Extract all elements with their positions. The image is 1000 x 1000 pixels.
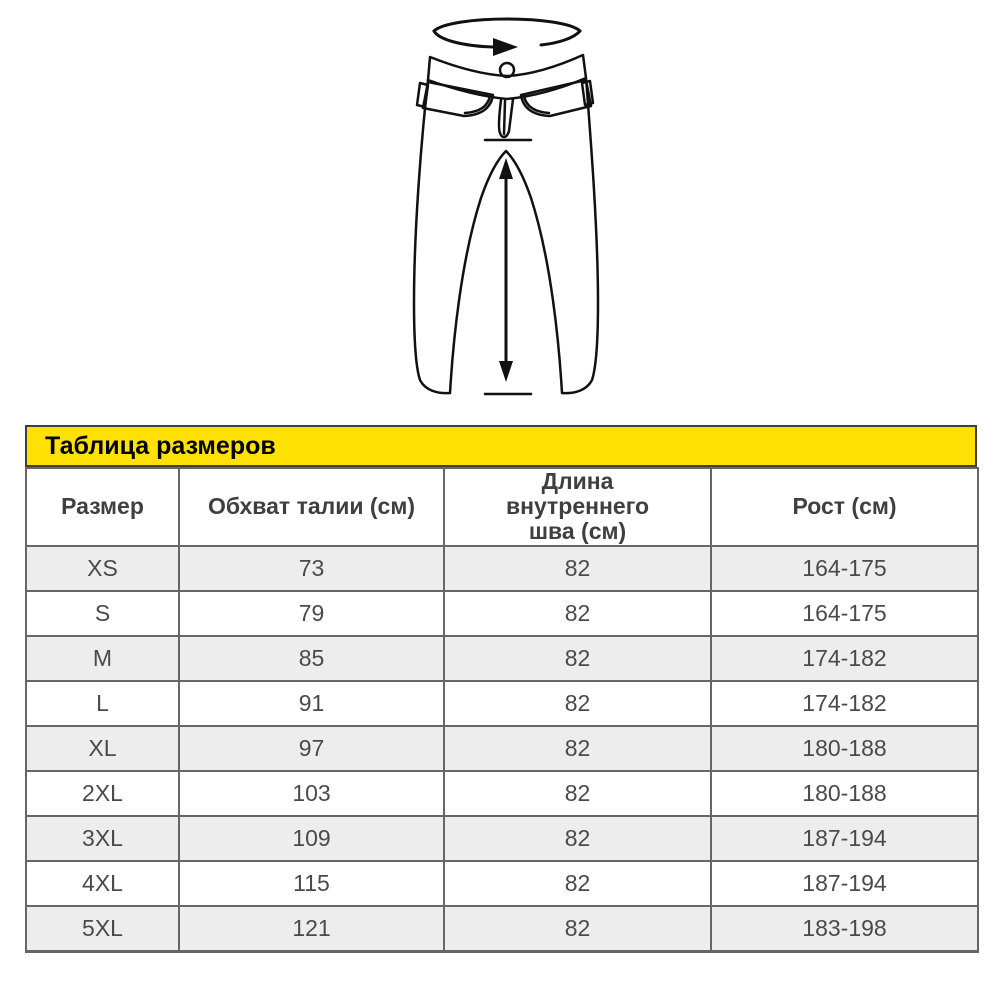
inseam-length-arrow-icon	[499, 158, 513, 382]
header-row	[26, 468, 978, 546]
inseam-cell: 82	[444, 591, 711, 636]
height-cell: 183-198	[711, 906, 978, 952]
inseam-cell: 82	[444, 636, 711, 681]
height-cell: 187-194	[711, 861, 978, 906]
size-table-grid	[25, 467, 979, 953]
height-cell: 180-188	[711, 771, 978, 816]
waist-cell: 85	[179, 636, 444, 681]
inseam-cell: 82	[444, 771, 711, 816]
size-cell: M	[26, 636, 179, 681]
waist-cell: 109	[179, 816, 444, 861]
table-row	[26, 636, 978, 681]
size-cell: S	[26, 591, 179, 636]
waist-cell: 97	[179, 726, 444, 771]
height-cell: 187-194	[711, 816, 978, 861]
size-table-title: Таблица размеров	[25, 425, 977, 467]
size-table	[25, 425, 977, 953]
inseam-cell: 82	[444, 861, 711, 906]
size-cell: 3XL	[26, 816, 179, 861]
inseam-cell: 82	[444, 906, 711, 952]
table-row	[26, 861, 978, 906]
inseam-cell: 82	[444, 681, 711, 726]
height-cell: 180-188	[711, 726, 978, 771]
waist-cell: 73	[179, 546, 444, 591]
inseam-cell: 82	[444, 816, 711, 861]
height-cell: 174-182	[711, 681, 978, 726]
pants-diagram-svg	[393, 2, 617, 414]
size-cell: 4XL	[26, 861, 179, 906]
col-header-inseam: Длина внутреннего шва (см)	[444, 468, 711, 546]
inseam-cell: 82	[444, 726, 711, 771]
right-pocket	[521, 80, 591, 116]
waist-cell: 91	[179, 681, 444, 726]
height-cell: 174-182	[711, 636, 978, 681]
table-row	[26, 906, 978, 952]
table-row	[26, 726, 978, 771]
size-cell: XS	[26, 546, 179, 591]
waist-cell: 121	[179, 906, 444, 952]
inseam-cell: 82	[444, 546, 711, 591]
size-table-body	[26, 546, 978, 952]
table-row	[26, 771, 978, 816]
height-cell: 164-175	[711, 546, 978, 591]
waist-cell: 115	[179, 861, 444, 906]
table-row	[26, 681, 978, 726]
size-cell: L	[26, 681, 179, 726]
col-header-waist: Обхват талии (см)	[179, 468, 444, 546]
table-row	[26, 546, 978, 591]
col-header-size: Размер	[26, 468, 179, 546]
size-cell: 5XL	[26, 906, 179, 952]
size-cell: 2XL	[26, 771, 179, 816]
waist-cell: 103	[179, 771, 444, 816]
table-row	[26, 591, 978, 636]
left-pocket	[423, 82, 493, 116]
waistband	[428, 55, 586, 99]
waist-circumference-arrow-icon	[434, 19, 580, 56]
height-cell: 164-175	[711, 591, 978, 636]
table-row	[26, 816, 978, 861]
col-header-height: Рост (см)	[711, 468, 978, 546]
fly-seam	[499, 99, 513, 137]
size-cell: XL	[26, 726, 179, 771]
waist-cell: 79	[179, 591, 444, 636]
pants-measurement-diagram	[393, 2, 617, 414]
